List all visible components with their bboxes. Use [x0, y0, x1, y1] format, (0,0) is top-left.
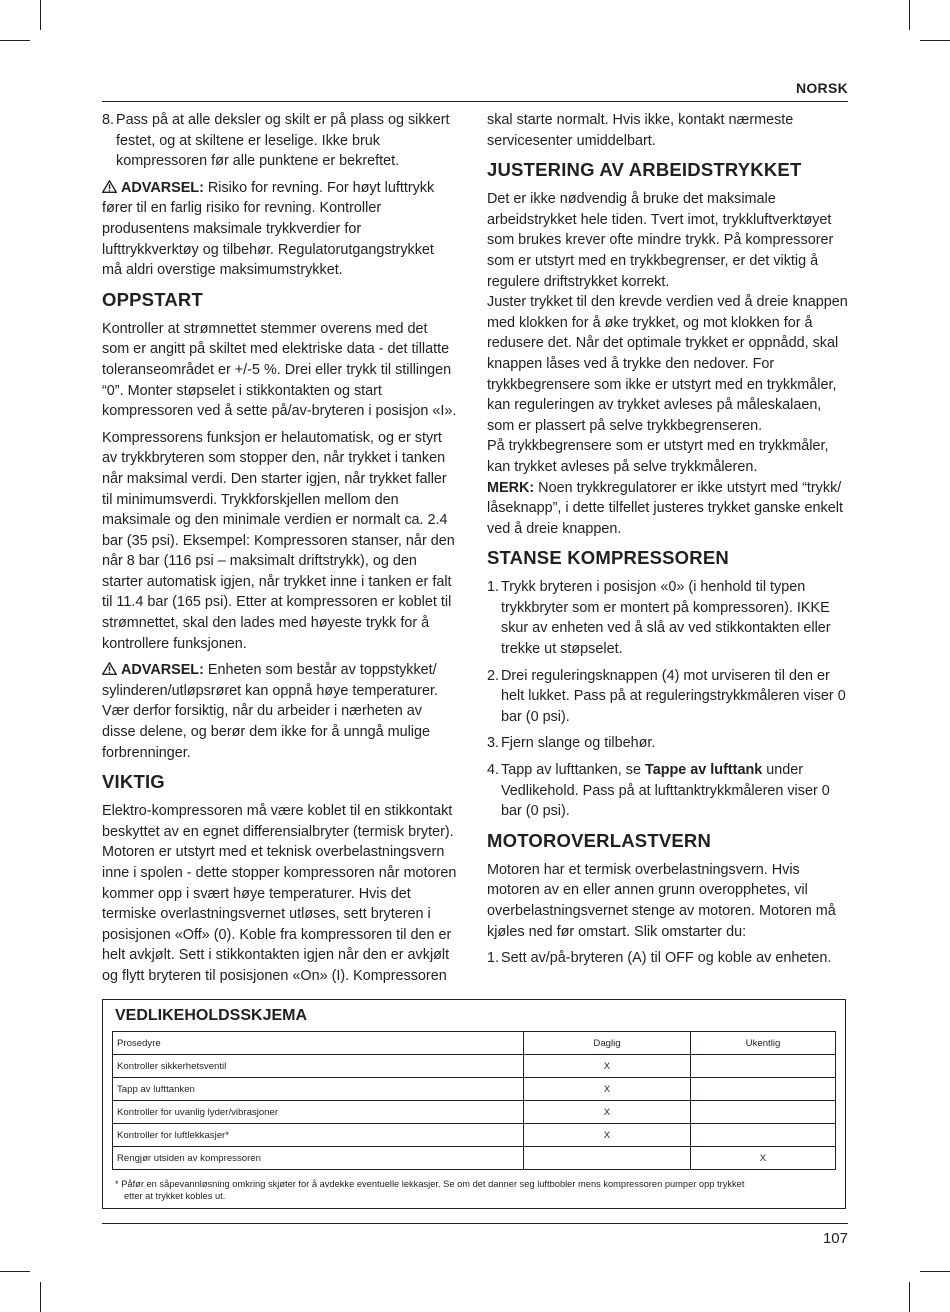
footnote-line: etter at trykket kobles ut.	[124, 1191, 226, 1201]
paragraph: Det er ikke nødvendig å bruke det maksimale arbeidstrykket hele tiden. Tvert imot, trykkluftverktøyet som brukes krever ofte mindre trykk. På kompressorer som er utstyrt med en trykkbegrenser, er det viktig å regulere driftstrykket korrekt.	[487, 191, 834, 290]
paragraph: På trykkbegrensere som er utstyrt med en trykkmåler, kan trykket avleses på selve trykkmåleren.	[487, 438, 829, 475]
paragraph: Motoren har et termisk overbelastningsvern. Hvis motoren av en eller annen grunn overopphetes, vil overbelastningsvernet stenge av motoren. Motoren må kjøles ned før omstart. Slik omstarter du:	[487, 861, 836, 940]
maintenance-footnote	[115, 1178, 839, 1202]
right-column	[487, 110, 849, 975]
list-text: Pass på at alle deksler og skilt er på plass og sikkert festet, og at skiltene er leselige. Ikke bruk kompressoren før alle punktene er bekreftet.	[116, 112, 450, 170]
list-number: 3.	[487, 735, 500, 752]
table-cell	[524, 1147, 691, 1170]
table-cell	[691, 1078, 836, 1101]
footer-rule	[102, 1223, 848, 1224]
crop-mark	[920, 40, 950, 41]
column-header: Daglig	[524, 1032, 691, 1055]
crop-mark	[909, 1282, 910, 1312]
warning-label: ADVARSEL:	[121, 662, 204, 679]
heading-oppstart: OPPSTART	[102, 288, 203, 310]
maintenance-title: VEDLIKEHOLDSSKJEMA	[115, 1007, 308, 1024]
note-paragraph	[487, 478, 849, 540]
table-row	[113, 1055, 836, 1078]
warning-high-temperature	[102, 660, 457, 763]
crop-mark	[40, 0, 41, 30]
warning-triangle-icon	[102, 180, 117, 193]
text-span: under Vedlikehold. Pass på at lufttanktrykkmåleren viser 0 bar (0 psi).	[501, 762, 830, 820]
left-column	[102, 110, 457, 993]
table-cell	[691, 1124, 836, 1147]
table-header-row	[113, 1032, 836, 1055]
table-cell: X	[524, 1101, 691, 1124]
crop-mark	[920, 1271, 950, 1272]
column-header: Prosedyre	[113, 1032, 524, 1055]
cross-reference-link[interactable]: Tappe av lufttank	[645, 762, 763, 779]
list-item	[487, 577, 849, 659]
warning-text: Enheten som består av toppstykket/ sylinderen/utløpsrøret kan oppnå høye temperaturer. Vær derfor forsiktig, når du arbeider i nærheten av disse delene, og berør dem ikke for å unngå mulige forbrenninger.	[102, 662, 438, 761]
heading-motoroverlastvern: MOTOROVERLASTVERN	[487, 829, 712, 851]
list-text: Trykk bryteren i posisjon «0» (i henhold til typen trykkbryter som er montert på kompressoren). IKKE skur av enheten ved å slå av ved stikkontakten eller trekke ut støpselet.	[501, 579, 831, 658]
paragraph-continued: skal starte normalt. Hvis ikke, kontakt nærmeste servicesenter umiddelbart.	[487, 112, 794, 149]
list-item	[487, 733, 849, 754]
warning-text: Risiko for revning. For høyt lufttrykk fører til en farlig risiko for revning. Kontroller produsentens maksimale trykkverdier for lufttrykkverktøy og tilbehør. Regulatorutgangstrykket må aldri overstige maksimumstrykket.	[102, 179, 435, 279]
crop-mark	[909, 0, 910, 30]
paragraph: Kompressorens funksjon er helautomatisk, og er styrt av trykkbryteren som stopper den, når trykket i tanken når maksimal verdi. Den starter igjen, når trykket faller til minimumsverdi. Trykkforskjellen mellom den maksimale og den minimale verdien er normalt ca. 2.4 bar (35 psi). Eksempel: Kompressoren stanser, når den når 8 bar (116 psi – maksimalt driftstrykk), og den starter automatisk igjen, når trykket inne i tanken er falt til 11.4 bar (165 psi). Etter at kompressoren er koblet til strømnettet, skal den lades med høyeste trykk for å kontrollere funksjonen.	[102, 429, 455, 652]
column-header: Ukentlig	[691, 1032, 836, 1055]
table-cell: Rengjør utsiden av kompressoren	[113, 1147, 524, 1170]
heading-justering: JUSTERING AV ARBEIDSTRYKKET	[487, 159, 802, 181]
table-cell	[691, 1101, 836, 1124]
table-cell: Tapp av lufttanken	[113, 1078, 524, 1101]
heading-stanse: STANSE KOMPRESSOREN	[487, 547, 729, 569]
list-number: 8.	[102, 112, 115, 128]
crop-mark	[0, 1271, 30, 1272]
crop-mark	[0, 40, 30, 41]
table-cell: X	[524, 1078, 691, 1101]
table-cell: X	[524, 1055, 691, 1078]
list-number: 2.	[487, 667, 500, 684]
text-span: Tapp av lufttanken, se	[501, 762, 645, 779]
warning-risk-burst	[102, 178, 457, 281]
table-cell: X	[524, 1124, 691, 1147]
language-header: NORSK	[795, 80, 848, 96]
warning-label: ADVARSEL:	[121, 179, 204, 196]
paragraph: Kontroller at strømnettet stemmer overens med det som er angitt på skiltet med elektriske data - det tillatte toleranseområdet er +/-5 %. Drei eller trykk til stillingen “0”. Monter støpselet i stikkontakten og start kompressoren ved å sette på/av-bryteren i posisjon «I».	[102, 320, 457, 420]
table-cell: Kontroller for luftlekkasjer*	[113, 1124, 524, 1147]
list-item-8	[102, 110, 457, 172]
page-number: 107	[822, 1230, 848, 1247]
note-text: Noen trykkregulatorer er ikke utstyrt med “trykk/ låseknapp”, i dette tilfellet justeres trykket ganske enkelt ved å dreie knappen.	[487, 479, 843, 537]
table-row	[113, 1124, 836, 1147]
list-item	[487, 666, 849, 728]
paragraph: Juster trykket til den krevde verdien ved å dreie knappen med klokken for å øke trykket, og mot klokken for å redusere det. Når det optimale trykket er oppnådd, skal knappen låses ved å trykke den nedover. For trykkbegrensere som ikke er utstyrt med en trykkmåler, kan reguleringen av trykket avleses på måleskalaen, som er plassert på selve trykkbegrenseren.	[487, 294, 848, 434]
table-cell: Kontroller sikkerhetsventil	[113, 1055, 524, 1078]
table-cell: X	[691, 1147, 836, 1170]
list-item	[487, 760, 849, 822]
paragraph: Elektro-kompressoren må være koblet til en stikkontakt beskyttet av en egnet differensialbryter (termisk bryter). Motoren er utstyrt med et teknisk overbelastningsvern inne i spolen - dette stopper kompressoren når motoren kommer opp i svært høye temperaturer. Hvis det termiske overlastningsvernet utløses, sett bryteren i posisjonen «Off» (0). Koble fra kompressoren til den er helt avkjølt. Sett i stikkontakten igjen når den er avkjølt og flytt bryteren til posisjonen «On» (I). Kompressoren	[102, 803, 457, 984]
maintenance-schedule	[102, 999, 846, 1209]
crop-mark	[40, 1282, 41, 1312]
table-cell	[691, 1055, 836, 1078]
maintenance-table	[112, 1031, 836, 1170]
list-text: Sett av/på-bryteren (A) til OFF og koble av enheten.	[501, 950, 832, 967]
warning-triangle-icon	[102, 662, 117, 675]
list-number: 4.	[487, 762, 500, 779]
list-number: 1.	[487, 950, 500, 967]
note-label: MERK:	[487, 479, 535, 496]
heading-viktig: VIKTIG	[102, 771, 165, 793]
table-row	[113, 1078, 836, 1101]
list-item	[487, 948, 849, 969]
list-number: 1.	[487, 579, 500, 596]
list-text: Drei reguleringsknappen (4) mot urviseren til den er helt lukket. Pass på at reguleringstrykkmåleren viser 0 bar (0 psi).	[501, 667, 846, 725]
list-text: Fjern slange og tilbehør.	[501, 735, 656, 752]
list-text	[501, 760, 849, 822]
footnote-line: * Påfør en såpevannløsning omkring skjøter for å avdekke eventuelle lekkasjer. Se om det danner seg luftbobler mens kompressoren pumper opp trykket	[115, 1179, 745, 1189]
table-row	[113, 1147, 836, 1170]
header-rule	[102, 101, 848, 102]
table-cell: Kontroller for uvanlig lyder/vibrasjoner	[113, 1101, 524, 1124]
table-row	[113, 1101, 836, 1124]
